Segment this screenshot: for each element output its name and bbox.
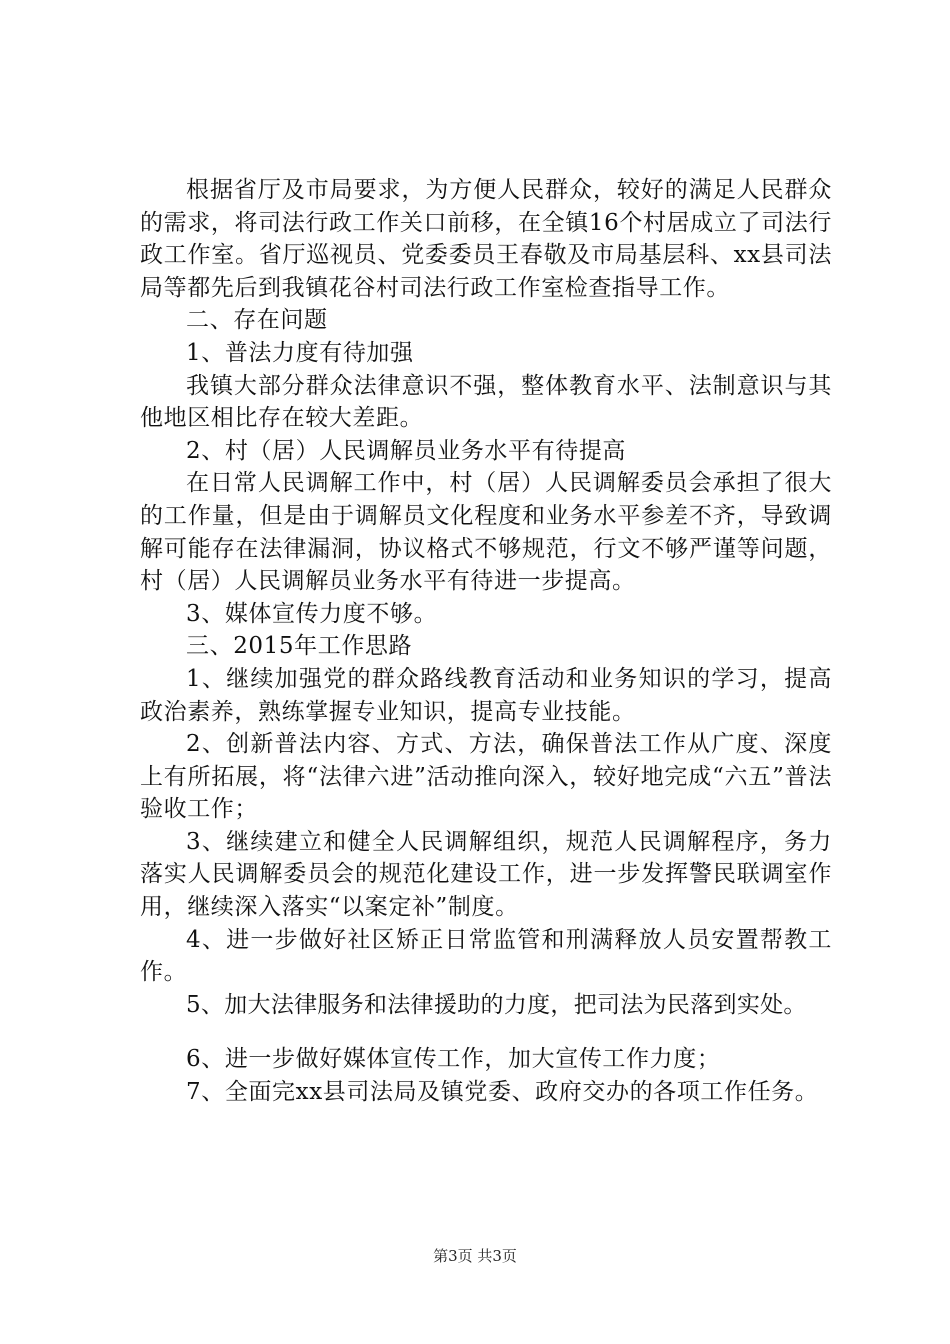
paragraph-problem-1: 我镇大部分群众法律意识不强，整体教育水平、法制意识与其他地区相比存在较大差距。 [140, 372, 832, 432]
paragraph-plan-3: 3、继续建立和健全人民调解组织，规范人民调解程序，务力落实人民调解委员会的规范化建设工作，进一步发挥警民联调室作用，继续深入落实“以案定补”制度。 [140, 828, 832, 921]
paragraph-plan-1: 1、继续加强党的群众路线教育活动和业务知识的学习，提高政治素养，熟练掌握专业知识，提高专业技能。 [140, 665, 832, 725]
subheading-problem-2: 2、村（居）人民调解员业务水平有待提高 [186, 437, 627, 464]
paragraph-gap [140, 1021, 832, 1043]
document-body [140, 174, 832, 1109]
paragraph-problem-2: 在日常人民调解工作中，村（居）人民调解委员会承担了很大的工作量，但是由于调解员文化程度和业务水平参差不齐，导致调解可能存在法律漏洞，协议格式不够规范，行文不够严谨等问题，村（居）人民调解员业务水平有待进一步提高。 [140, 470, 832, 595]
heading-problems: 二、存在问题 [186, 307, 328, 334]
paragraph-plan-4: 4、进一步做好社区矫正日常监管和刑满释放人员安置帮教工作。 [140, 926, 832, 986]
paragraph-plan-6: 6、进一步做好媒体宣传工作，加大宣传工作力度； [186, 1046, 721, 1073]
page-number-footer: 第3页 共3页 [433, 1247, 517, 1265]
paragraph-plan-7: 7、全面完xx县司法局及镇党委、政府交办的各项工作任务。 [186, 1079, 819, 1106]
paragraph-plan-2: 2、创新普法内容、方式、方法，确保普法工作从广度、深度上有所拓展，将“法律六进”活动推向深入，较好地完成“六五”普法验收工作； [140, 731, 832, 823]
paragraph-plan-5: 5、加大法律服务和法律援助的力度，把司法为民落到实处。 [186, 991, 807, 1018]
paragraph-intro: 根据省厅及市局要求，为方便人民群众，较好的满足人民群众的需求，将司法行政工作关口前移，在全镇16个村居成立了司法行政工作室。省厅巡视员、党委委员王春敬及市局基层科、xx县司法局等都先后到我镇花谷村司法行政工作室检查指导工作。 [140, 177, 832, 301]
subheading-problem-3: 3、媒体宣传力度不够。 [186, 600, 438, 627]
subheading-problem-1: 1、普法力度有待加强 [186, 339, 414, 366]
heading-plans: 三、2015年工作思路 [186, 633, 413, 660]
